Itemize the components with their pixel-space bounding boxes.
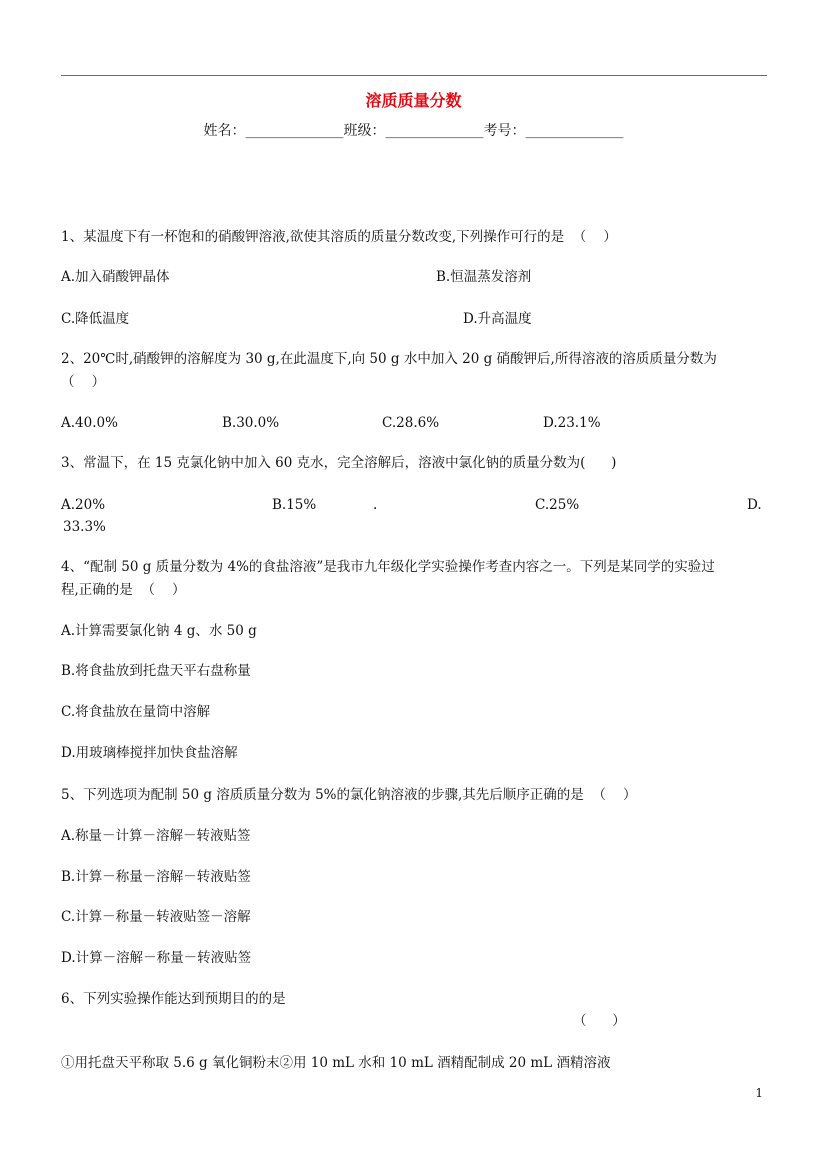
q1-stem: 1、某温度下有一杯饱和的硝酸钾溶液,欲使其溶质的质量分数改变,下列操作可行的是 （ ） — [61, 229, 617, 245]
q4-stem: 4、“配制 50 g 质量分数为 4%的食盐溶液”是我市九年级化学实验操作考查内容之一。下列是某同学的实验过 — [61, 559, 715, 575]
q6-bracket: （ ） — [573, 1013, 626, 1029]
q4-option-d: D.用玻璃棒搅拌加快食盐溶解 — [61, 745, 238, 761]
q5-option-d: D.计算－溶解－称量－转液贴签 — [61, 950, 252, 966]
q6-statements: ①用托盘天平称取 5.6 g 氧化铜粉末②用 10 mL 水和 10 mL 酒精配制成 20 mL 酒精溶液 — [61, 1055, 611, 1071]
q1-option-a: A.加入硝酸钾晶体 — [61, 269, 170, 285]
q2-option-b: B.30.0% — [222, 415, 280, 431]
q4-stem-continued: 程,正确的是 （ ） — [61, 582, 186, 598]
q2-option-d: D.23.1% — [543, 415, 601, 431]
q2-stem-bracket: （ ） — [61, 374, 106, 390]
q3-option-b: B.15% — [272, 497, 317, 513]
page-title: 溶质质量分数 — [365, 91, 462, 110]
q5-stem: 5、下列选项为配制 50 g 溶质质量分数为 5%的氯化钠溶液的步骤,其先后顺序正确的是 （ ） — [61, 787, 637, 803]
name-label: 姓名： — [203, 123, 246, 139]
class-blank: ______________ — [385, 123, 484, 139]
exam-label: 考号： — [483, 123, 526, 139]
q4-option-b: B.将食盐放到托盘天平右盘称量 — [61, 663, 251, 679]
q6-stem: 6、下列实验操作能达到预期目的的是 — [61, 991, 286, 1007]
q1-option-d: D.升高温度 — [463, 311, 532, 327]
q4-option-a: A.计算需要氯化钠 4 g、水 50 g — [61, 623, 257, 639]
q2-option-a: A.40.0% — [61, 415, 118, 431]
q3-option-a: A.20% — [61, 497, 106, 513]
exam-blank: ______________ — [525, 123, 624, 139]
q1-option-b: B.恒温蒸发溶剂 — [436, 269, 532, 285]
q5-option-c: C.计算－称量－转液贴签－溶解 — [61, 909, 251, 925]
q2-option-c: C.28.6% — [382, 415, 440, 431]
q3-option-d: D. — [747, 497, 762, 513]
q5-option-b: B.计算－称量－溶解－转液贴签 — [61, 869, 251, 885]
student-info-line — [0, 120, 827, 140]
q3-option-d-value: 33.3% — [63, 519, 106, 535]
class-label: 班级： — [343, 123, 386, 139]
page-number: 1 — [755, 1086, 763, 1100]
q3-stem: 3、常温下，在 15 克氯化钠中加入 60 克水，完全溶解后，溶液中氯化钠的质量分数为( ) — [61, 455, 617, 471]
q2-stem: 2、20℃时,硝酸钾的溶解度为 30 g,在此温度下,向 50 g 水中加入 20 g 硝酸钾后,所得溶液的溶质质量分数为 — [61, 351, 717, 367]
name-blank: ______________ — [245, 123, 344, 139]
q5-option-a: A.称量－计算－溶解－转液贴签 — [61, 828, 251, 844]
q3-stray-dot: . — [373, 497, 378, 513]
q4-option-c: C.将食盐放在量筒中溶解 — [61, 704, 211, 720]
q1-option-c: C.降低温度 — [61, 311, 130, 327]
q3-option-c: C.25% — [535, 497, 580, 513]
header-rule — [61, 75, 767, 76]
